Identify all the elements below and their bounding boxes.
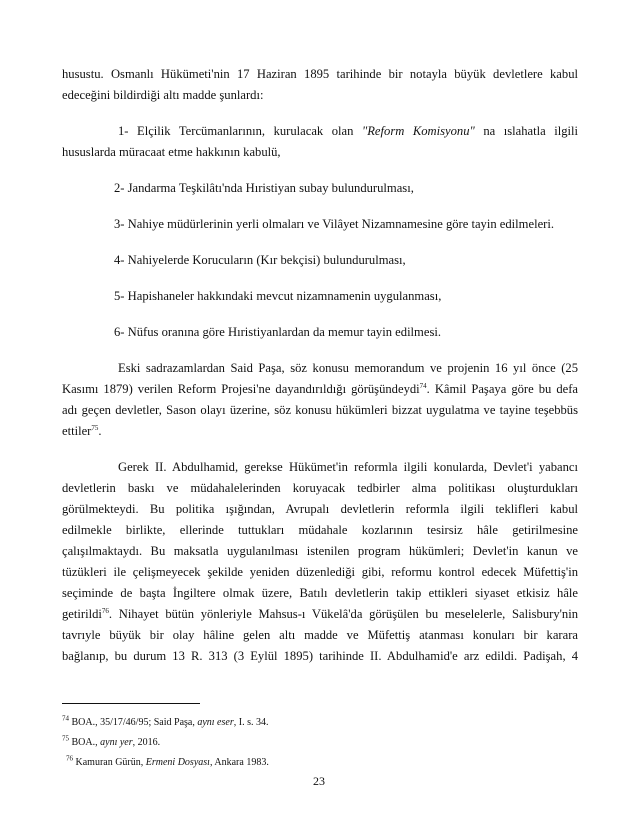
list-item	[62, 121, 578, 142]
text-line: çalışılmaktaydı. Bu maksatla uygulanılması istenilen program hükümleri; Devlet'in kanun ve	[62, 544, 578, 558]
text-line: tüzükleri ile çelişmeyecek şekilde yeniden düzenlediği gibi, reformu kontrol edecek Müfettiş'in	[62, 565, 578, 579]
text-line: hususlarda müracaat etme hakkının kabulü,	[62, 145, 281, 159]
paragraph-abdulhamid	[62, 457, 578, 667]
list-item	[62, 250, 578, 271]
intro-paragraph	[62, 64, 578, 106]
footnote-ref[interactable]: 75	[91, 423, 99, 432]
text-line: bağlanıp, bu durum 13 R. 313 (3 Eylül 1895) tarihinde II. Abdulhamid'e arz edildi. Padişah, 4	[62, 649, 578, 663]
paragraph-said-pasa	[62, 358, 578, 442]
text-line: 4- Nahiyelerde Korucuların (Kır bekçisi) bulundurulması,	[114, 253, 406, 267]
text-line: görülmekteydi. Bu politika ışığından, Avrupalı devletlerin reformla ilgili teklifleri kabul	[62, 502, 578, 516]
text-line: tavrıyle büyük bir olay hâline gelen altı madde ve Müfettiş atanması konuları bir karara	[62, 628, 578, 642]
text-line: 5- Hapishaneler hakkındaki mevcut nizamnamenin uygulanması,	[114, 289, 442, 303]
text-line: 1- Elçilik Tercümanlarının, kurulacak olan "Reform Komisyonu" na ıslahatla ilgili	[118, 124, 578, 138]
list-item	[62, 286, 578, 307]
text-line: 6- Nüfus oranına göre Hıristiyanlardan da memur tayin edilmesi.	[114, 325, 441, 339]
list-item-continuation	[62, 142, 578, 163]
text-line: edeceğini bildirdiği altı madde şunlardı:	[62, 88, 264, 102]
text-line: husustu. Osmanlı Hükümeti'nin 17 Haziran 1895 tarihinde bir notayla büyük devletlere kabul	[62, 67, 578, 81]
text-line: Gerek II. Abdulhamid, gerekse Hükümet'in reformla ilgili konularda, Devlet'i yabancı	[118, 460, 578, 474]
footnote-74: $^{74}$ BOA., 35/17/46/95; Said Paşa, aynı eser, I. s. 34.	[62, 714, 269, 728]
text-line: ettiler$^{75}$.	[62, 423, 102, 438]
text-line: edilmekle birlikte, ellerinde tuttukları müdahale kozlarının tesirsiz hâle getirilmesine	[62, 523, 578, 537]
list-item	[62, 178, 578, 199]
text-line: adı geçen devletler, Sason olayı üzerine, söz konusu hükümleri bizzat uygulatma ve tayine teşebbüs	[62, 403, 578, 417]
footnote-75: $^{75}$ BOA., aynı yer, 2016.	[62, 734, 161, 748]
text-line: Eski sadrazamlardan Said Paşa, söz konusu memorandum ve projenin 16 yıl önce (25	[118, 361, 578, 375]
text-line: getirildi$^{76}$. Nihayet bütün yönleriyle Mahsus-ı Vükelâ'da görüşülen bu meselelerle, Salisbury'nin	[62, 606, 578, 621]
list-item	[62, 214, 578, 235]
footnote-ref[interactable]: 76	[101, 606, 109, 615]
footnote-76: $^{76}$ Kamuran Gürün, Ermeni Dosyası, Ankara 1983.	[66, 754, 269, 768]
page-number: 23	[313, 774, 325, 788]
body-text	[62, 64, 578, 667]
text-line: devletlerin baskı ve müdahalelerinden koruyacak tedbirler alma politikası oluşturdukları	[62, 481, 578, 495]
text-line: Kasımı 1879) verilen Reform Projesi'ne dayandırıldığı görüşündeydi$^{74}$. Kâmil Paşaya göre bu defa	[62, 381, 579, 396]
text-line: 3- Nahiye müdürlerinin yerli olmaları ve Vilâyet Nizamnamesine göre tayin edilmeleri.	[114, 217, 554, 231]
text-line: 2- Jandarma Teşkilâtı'nda Hıristiyan subay bulundurulması,	[114, 181, 414, 195]
footnote-ref[interactable]: 74	[419, 381, 427, 390]
footnotes	[62, 713, 578, 773]
footnote-separator	[62, 703, 200, 704]
text-line: seçiminde de başta İngiltere olmak üzere, Batılı devletlerin takip ettikleri siyaset etkisiz hâle	[62, 586, 578, 600]
list-item	[62, 322, 578, 343]
